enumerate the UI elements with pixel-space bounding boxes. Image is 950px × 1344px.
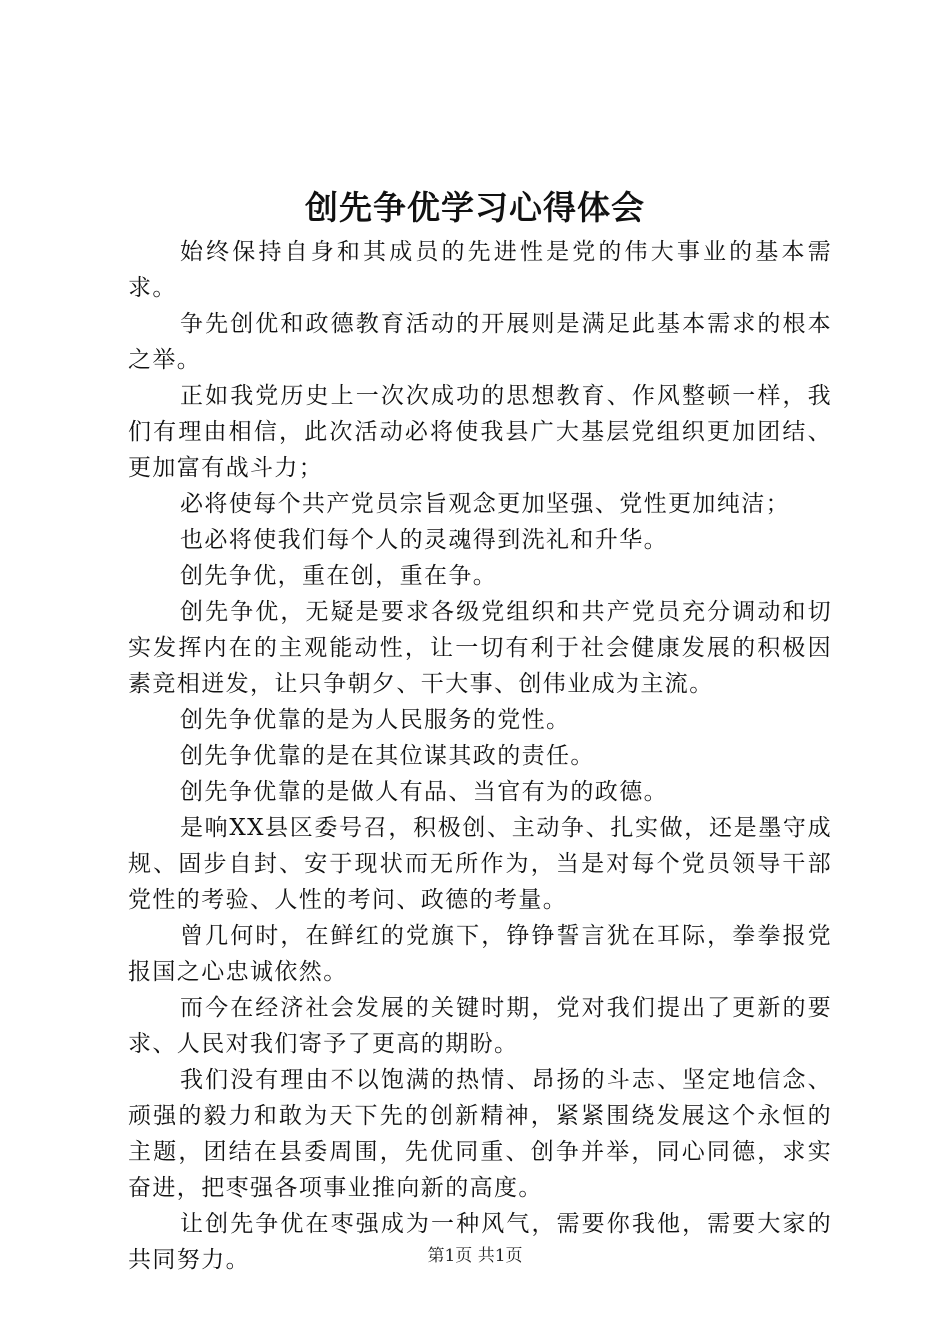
page-footer: 第1页 共1页: [427, 1246, 523, 1266]
paragraph: 曾几何时，在鲜红的党旗下，铮铮誓言犹在耳际，拳拳报党报国之心忠诚依然。: [128, 923, 832, 985]
document-body: [128, 234, 832, 1278]
paragraph: 始终保持自身和其成员的先进性是党的伟大事业的基本需求。: [128, 239, 832, 301]
paragraph: 创先争优靠的是在其位谋其政的责任。: [180, 743, 595, 769]
paragraph: 创先争优靠的是做人有品、当官有为的政德。: [180, 779, 668, 805]
paragraph: 创先争优，重在创，重在争。: [180, 563, 498, 589]
paragraph: 创先争优，无疑是要求各级党组织和共产党员充分调动和切实发挥内在的主观能动性，让一切有利于社会健康发展的积极因素竞相迸发，让只争朝夕、干大事、创伟业成为主流。: [128, 599, 832, 697]
paragraph: 必将使每个共产党员宗旨观念更加坚强、党性更加纯洁；: [180, 491, 790, 517]
paragraph: 我们没有理由不以饱满的热情、昂扬的斗志、坚定地信念、顽强的毅力和敢为天下先的创新精神，紧紧围绕发展这个永恒的主题，团结在县委周围，先优同重、创争并举，同心同德，求实奋进，把枣强各项事业推向新的高度。: [128, 1067, 832, 1201]
paragraph: 争先创优和政德教育活动的开展则是满足此基本需求的根本之举。: [128, 311, 832, 373]
paragraph: 也必将使我们每个人的灵魂得到洗礼和升华。: [180, 527, 668, 553]
paragraph: 让创先争优在枣强成为一种风气，需要你我他，需要大家的共同努力。: [128, 1211, 832, 1273]
paragraph: 创先争优靠的是为人民服务的党性。: [180, 707, 571, 733]
paragraph: 而今在经济社会发展的关键时期，党对我们提出了更新的要求、人民对我们寄予了更高的期盼。: [128, 995, 832, 1057]
paragraph: 正如我党历史上一次次成功的思想教育、作风整顿一样，我们有理由相信，此次活动必将使我县广大基层党组织更加团结、更加富有战斗力；: [128, 383, 832, 481]
document-title: 创先争优学习心得体会: [305, 188, 645, 227]
paragraph: 是响XX县区委号召，积极创、主动争、扎实做，还是墨守成规、固步自封、安于现状而无所作为，当是对每个党员领导干部党性的考验、人性的考问、政德的考量。: [128, 815, 832, 913]
